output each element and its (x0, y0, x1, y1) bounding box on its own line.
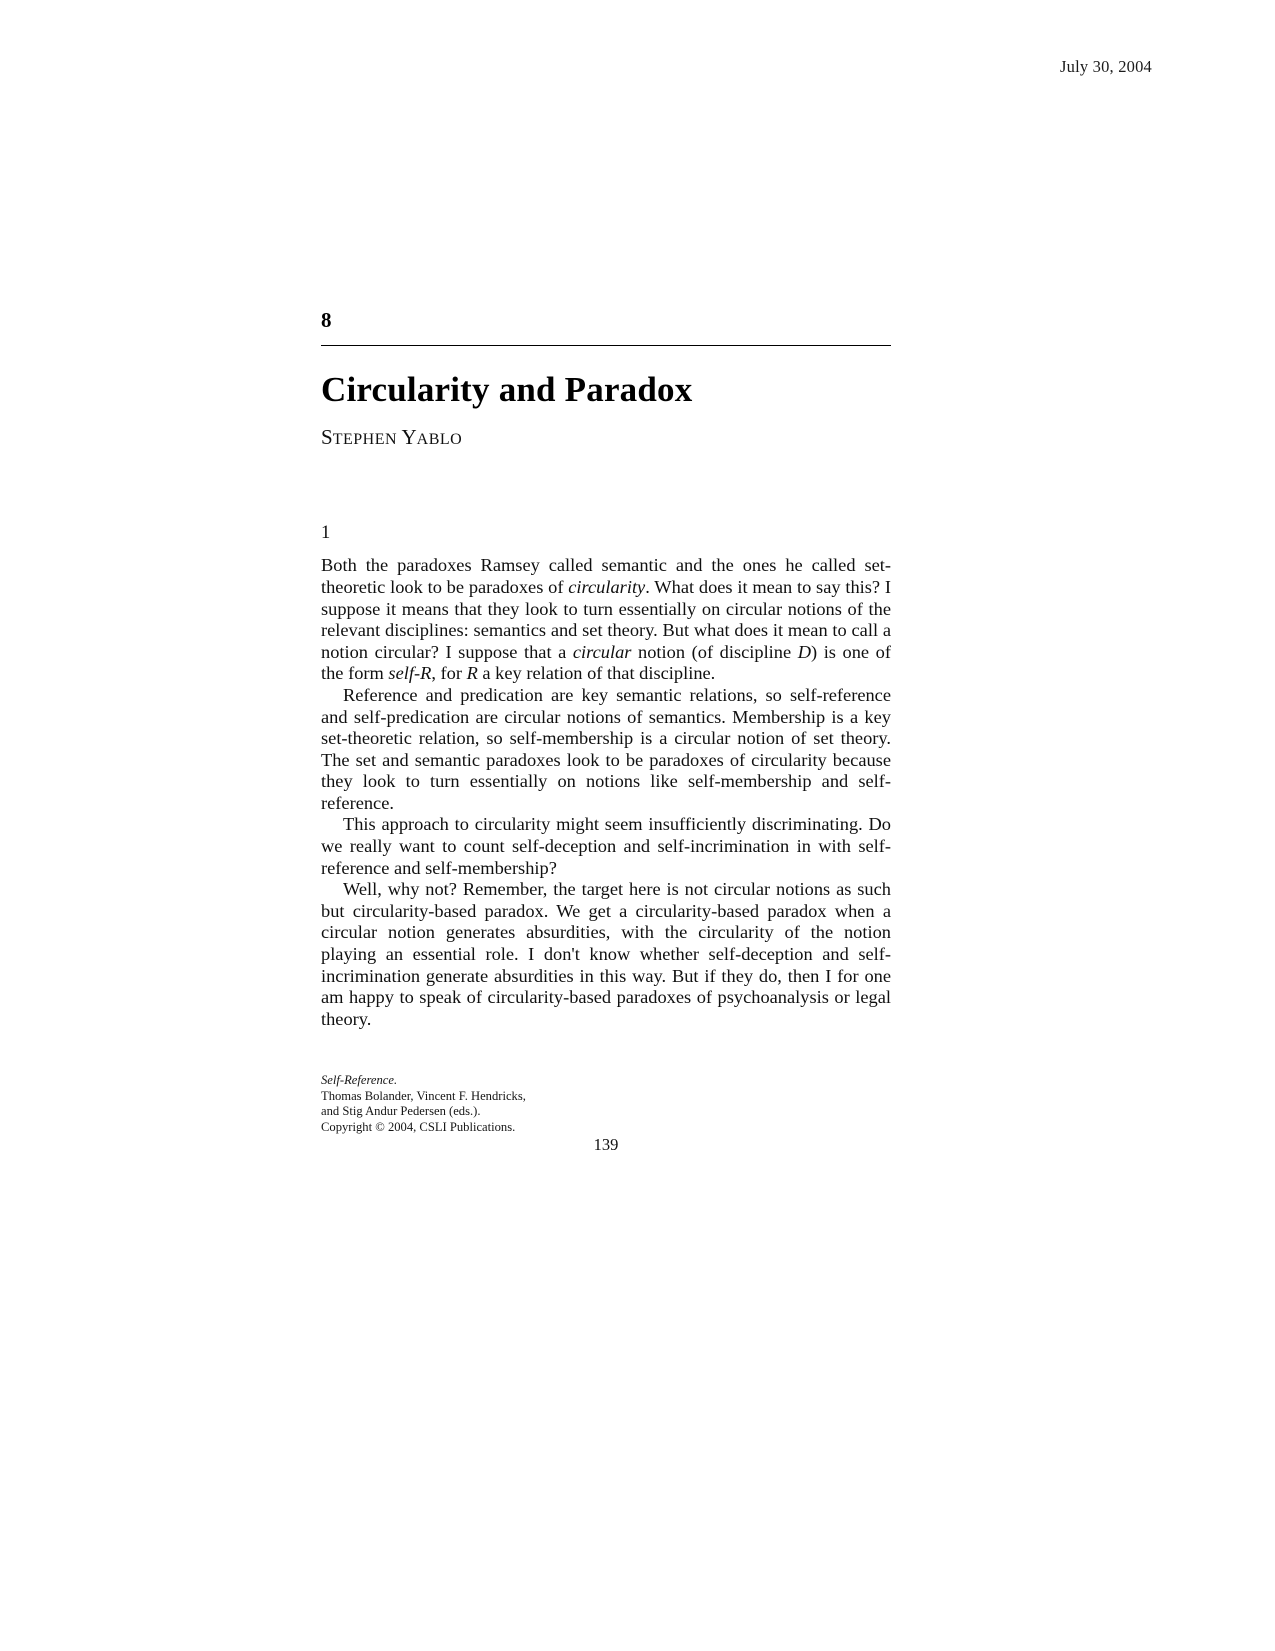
author-given-initial: S (321, 424, 333, 449)
p1-text-a: Both the paradoxes Ramsey called semantic and the ones he called set-theoretic look to be paradoxes of (321, 555, 891, 597)
colophon-editors-line-1: Thomas Bolander, Vincent F. Hendricks, (321, 1088, 526, 1103)
chapter-number: 8 (321, 308, 332, 332)
author-byline (321, 426, 891, 449)
paragraph-1 (321, 555, 891, 685)
p1-text-f: a key relation of that discipline. (477, 663, 716, 684)
title-rule (321, 345, 891, 346)
page-number: 139 (593, 1135, 619, 1154)
section-number: 1 (321, 522, 331, 543)
author-given-rest: TEPHEN (332, 430, 398, 448)
author-family-initial: Y (401, 424, 417, 449)
p1-math-d: D (797, 641, 811, 662)
p1-math-r: R (466, 663, 478, 684)
colophon-copyright: Copyright © 2004, CSLI Publications. (321, 1119, 516, 1134)
running-header-date: July 30, 2004 (1060, 57, 1152, 76)
paragraph-3: This approach to circularity might seem insufficiently discriminating. Do we really want to count self-deception and self-incrimination in with self-reference and self-membership? (321, 814, 891, 878)
page-title: Circularity and Paradox (321, 370, 693, 409)
colophon-source-title: Self-Reference. (321, 1073, 398, 1087)
p1-math-self-r: self-R (388, 663, 432, 684)
colophon-editors-line-2: and Stig Andur Pedersen (eds.). (321, 1104, 481, 1118)
p1-emphasis-circularity: circularity (568, 576, 646, 597)
text-block (321, 310, 891, 1030)
p1-text-d: ) is one of the form (321, 641, 891, 684)
p1-text-e: , for (431, 663, 467, 684)
p1-text-c: notion (of discipline (631, 641, 798, 662)
paragraph-4: Well, why not? Remember, the target here is not circular notions as such but circularity-based paradox. We get a circularity-based paradox when a circular notion generates absurdities, with the circularity of the notion playing an essential role. I don't know whether self-deception and self-incrimination generate absurdities in this way. But if they do, then I for one am happy to speak of circularity-based paradoxes of psychoanalysis or legal theory. (321, 879, 891, 1029)
paragraph-2: Reference and predication are key semantic relations, so self-reference and self-predication are circular notions of semantics. Membership is a key set-theoretic relation, so self-membership is a circular notion of set theory. The set and semantic paradoxes look to be paradoxes of circularity because they look to turn essentially on notions like self-membership and self-reference. (321, 684, 891, 813)
colophon-block (321, 1073, 741, 1135)
p1-text-b: . What does it mean to say this? I suppose it means that they look to turn essentially on circular notions of the relevant disciplines: semantics and set theory. But what does it mean to call a notion circular? I suppose that a (321, 576, 891, 662)
p1-emphasis-circular: circular (572, 641, 632, 662)
author-family-rest: ABLO (416, 430, 463, 448)
